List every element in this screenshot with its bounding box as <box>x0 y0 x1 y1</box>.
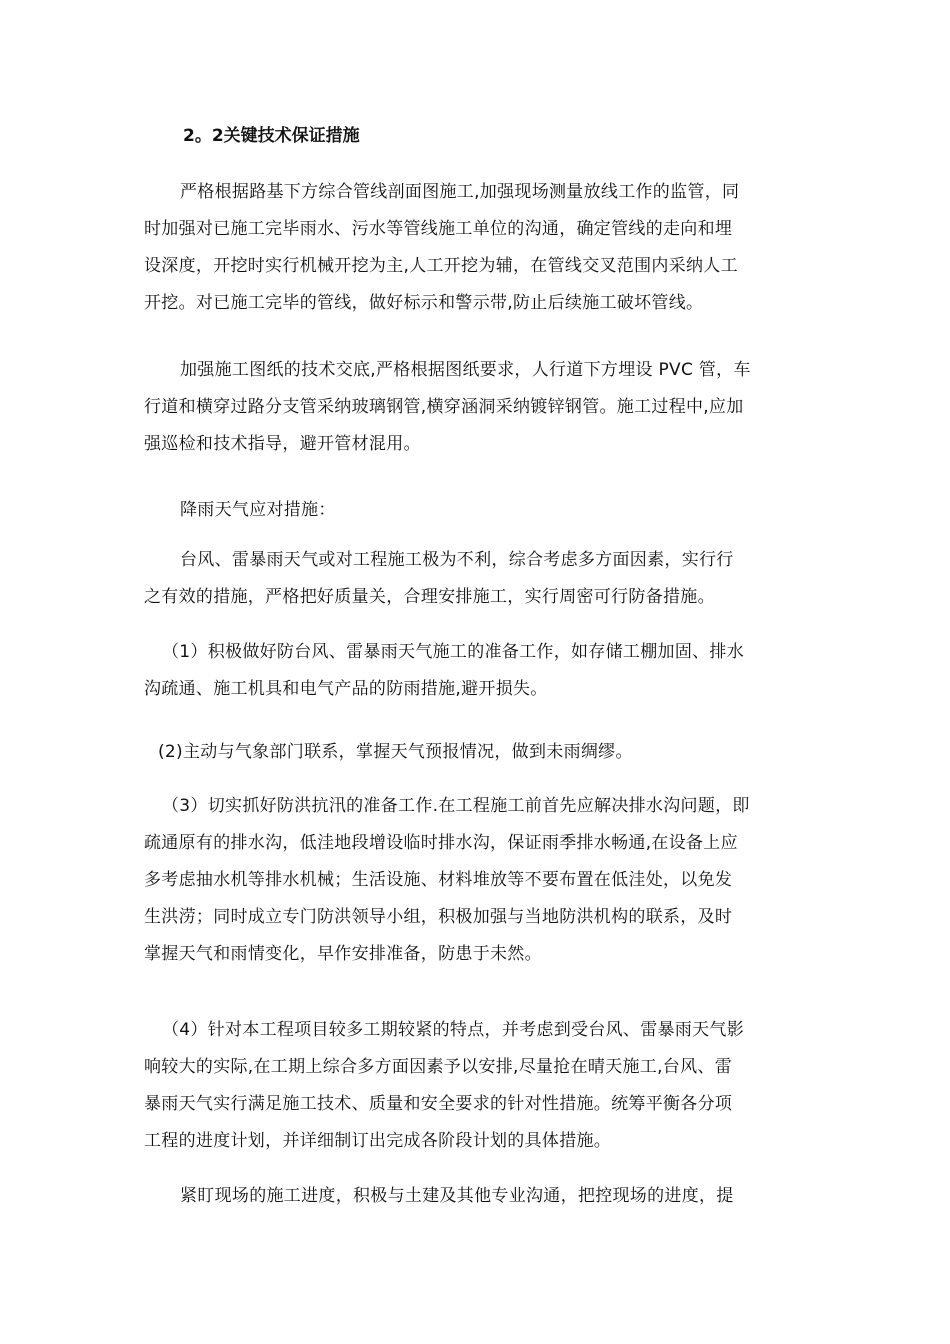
text-line: 之有效的措施，严格把好质量关，合理安排施工，实行周密可行防备措施。 <box>144 587 715 607</box>
text-line: 设深度，开挖时实行机械开挖为主,人工开挖为辅，在管线交叉范围内采纳人工 <box>144 256 738 276</box>
text-line: （1）积极做好防台风、雷暴雨天气施工的准备工作，如存储工棚加固、排水 <box>162 642 745 662</box>
text-line: 严格根据路基下方综合管线剖面图施工,加强现场测量放线工作的监管，同 <box>180 182 740 202</box>
text-line: 工程的进度计划，并详细制订出完成各阶段计划的具体措施。 <box>144 1131 612 1151</box>
text-line: 生洪涝；同时成立专门防洪领导小组，积极加强与当地防洪机构的联系，及时 <box>144 907 733 927</box>
text-line: 紧盯现场的施工进度，积极与土建及其他专业沟通，把控现场的进度，提 <box>180 1186 734 1206</box>
paragraph-pipeline-construction <box>144 174 812 322</box>
text-line: 强巡检和技术指导，避开管材混用。 <box>144 434 421 454</box>
text-line: 疏通原有的排水沟，低洼地段增设临时排水沟，保证雨季排水畅通,在设备上应 <box>144 833 738 853</box>
text-line: 加强施工图纸的技术交底,严格根据图纸要求，人行道下方埋设 PVC 管，车 <box>180 360 751 380</box>
list-item-1 <box>144 634 812 708</box>
paragraph-progress-control <box>144 1178 812 1215</box>
text-line: （3）切实抓好防洪抗汛的准备工作.在工程施工前首先应解决排水沟问题，即 <box>162 796 750 816</box>
text-line: 暴雨天气实行满足施工技术、质量和安全要求的针对性措施。统筹平衡各分项 <box>144 1094 733 1114</box>
text-line: 台风、雷暴雨天气或对工程施工极为不利，综合考虑多方面因素，实行行 <box>180 550 734 570</box>
paragraph-typhoon-intro <box>144 542 812 616</box>
section-heading: 2。2关键技术保证措施 <box>183 126 360 146</box>
text-line: （4）针对本工程项目较多工期较紧的特点，并考虑到受台风、雷暴雨天气影 <box>162 1020 745 1040</box>
list-item-4 <box>144 1012 812 1160</box>
text-line: (2)主动与气象部门联系，掌握天气预报情况，做到未雨绸缪。 <box>158 742 633 762</box>
list-item-3 <box>144 788 812 973</box>
text-line: 时加强对已施工完毕雨水、污水等管线施工单位的沟通，确定管线的走向和埋 <box>144 219 733 239</box>
paragraph-rain-measures-title <box>144 492 812 529</box>
text-line: 行道和横穿过路分支管采纳玻璃钢管,横穿涵洞采纳镀锌钢管。施工过程中,应加 <box>144 397 744 417</box>
text-line: 多考虑抽水机等排水机械；生活设施、材料堆放等不要布置在低洼处，以免发 <box>144 870 733 890</box>
list-item-2 <box>144 734 812 771</box>
text-line: 掌握天气和雨情变化，早作安排准备，防患于未然。 <box>144 944 542 964</box>
text-line: 降雨天气应对措施： <box>180 500 336 520</box>
text-line: 沟疏通、施工机具和电气产品的防雨措施,避开损失。 <box>144 679 548 699</box>
text-line: 响较大的实际,在工期上综合多方面因素予以安排,尽量抢在晴天施工,台风、雷 <box>144 1057 733 1077</box>
paragraph-drawing-disclosure <box>144 352 812 463</box>
text-line: 开挖。对已施工完毕的管线，做好标示和警示带,防止后续施工破坏管线。 <box>144 293 704 313</box>
